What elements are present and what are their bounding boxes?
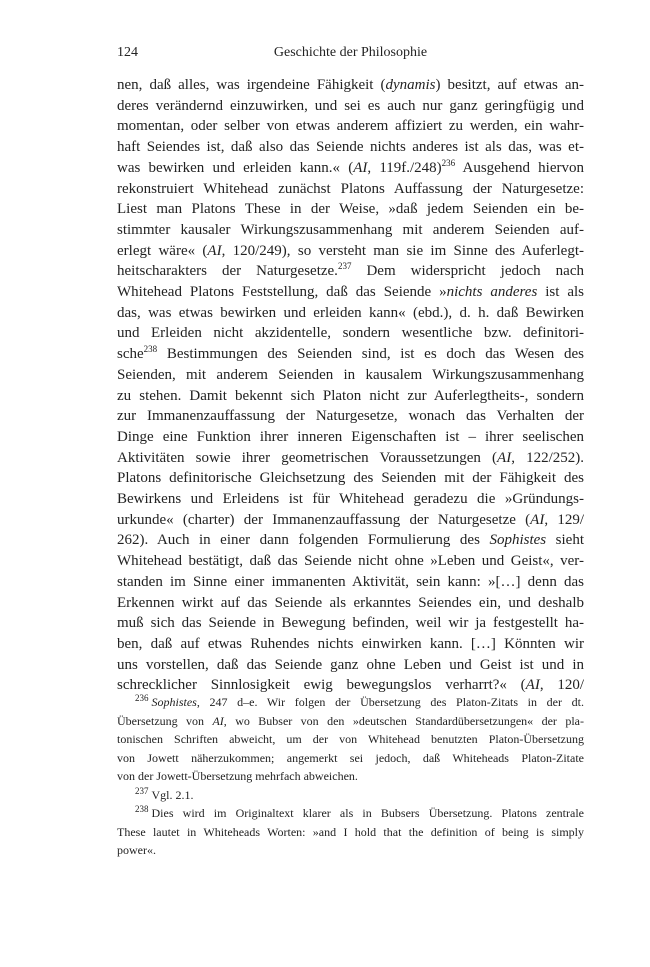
text-line: und Erleiden nicht akzidentelle, sondern wesentliche bzw. definitori- <box>117 325 584 342</box>
text-line: uns vorstellen, daß das Seiende ganz ohne Leben und Geist ist und in <box>117 656 584 673</box>
text-line: schrecklicher Sinnlosigkeit ewig bewegungslos verharrt?« (AI, 120/ <box>117 677 584 694</box>
footnote-number: 238 <box>135 804 149 814</box>
footnote-line: von Jowett näherzukommen; angemerkt sei jedoch, daß Whiteheads Platon-Zitate <box>117 750 584 765</box>
footnote-line: tonischen Schriften abweicht, um der von Whitehead benutzten Platon-Übersetzung <box>117 732 584 746</box>
footnote-number: 236 <box>135 693 149 703</box>
text-line: Seienden, mit anderem Seienden in kausalem Wirkungszusammenhang <box>117 366 584 383</box>
footnote-ref-236[interactable]: 236 <box>441 157 456 168</box>
text-line: Aktivitäten sowie ihrer geometrischen Voraussetzungen (AI, 122/252). <box>117 449 584 466</box>
text-line: Whitehead bestätigt, daß das Seiende nicht ohne »Leben und Geist«, ver- <box>117 553 584 570</box>
text-line: Bewirkens und Erleidens ist für Whitehead geradezu die »Gründungs- <box>117 491 584 508</box>
footnote-line: These lautet in Whiteheads Worten: »and I hold that the definition of being is simply <box>117 824 584 839</box>
text-line: ben, daß auf etwas Ruhendes nichts einwirken kann. […] Könnten wir <box>117 635 584 652</box>
text-line: Platons definitorische Gleichsetzung des Seienden mit der Fähigkeit des <box>117 470 584 487</box>
text-line: stimmter kausaler Wirkungszusammenhang mit anderem Seienden auf- <box>117 221 584 238</box>
body-text <box>117 75 584 696</box>
footnote-237 <box>117 786 584 805</box>
footnotes <box>117 693 584 860</box>
text-line: muß sich das Seiende in Bewegung befinden, weil wir ja festgestellt ha- <box>117 615 584 632</box>
text-line: urkunde« (charter) der Immanenzauffassung der Naturgesetze (AI, 129/ <box>117 511 585 528</box>
running-title: Geschichte der Philosophie <box>273 45 428 60</box>
footnote-line: power«. <box>117 843 156 857</box>
text-line: haft Seiendes ist, daß also das Seiende nichts anderes ist als das, was et- <box>117 139 584 156</box>
text-line: Whitehead Platons Feststellung, daß das Seiende »nichts anderes ist als <box>117 284 585 301</box>
text-line: das, was etwas bewirken und erleiden kann« (ebd.), d. h. daß Bewirken <box>117 304 584 321</box>
text-line: Dinge eine Funktion ihrer inneren Eigenschaften ist – ihrer seelischen <box>117 428 584 445</box>
footnote-line: $^{238}$ Dies wird im Originaltext klarer als in Bubsers Übersetzung. Platons zentrale <box>135 804 584 820</box>
footnote-line: von der Jowett-Übersetzung mehrfach abweichen. <box>117 769 358 783</box>
text-line: zu stehen. Damit bekennt sich Platon nicht zur Auferlegtheits-, sondern <box>117 387 584 404</box>
text-line: 262). Auch in einer dann folgenden Formulierung des Sophistes sieht <box>117 532 584 549</box>
footnote-line: $^{236}$ Sophistes, 247 d–e. Wir folgen der Übersetzung des Platon-Zitats in der dt. <box>135 693 584 709</box>
footnote-ref-238[interactable]: 238 <box>143 344 158 355</box>
text-line: erlegt wäre« (AI, 120/249), so versteht man sie im Sinne des Auferlegt- <box>117 242 584 259</box>
footnote-238 <box>117 804 584 860</box>
page-number: 124 <box>117 45 138 60</box>
text-line: rekonstruiert Whitehead zunächst Platons Auffassung der Naturgesetze: <box>117 180 584 197</box>
footnote-number: 237 <box>135 785 149 796</box>
text-line: sche$^{238}$ Bestimmungen des Seienden sind, ist es doch das Wesen des <box>117 344 584 363</box>
footnote-line: Übersetzung von AI, wo Bubser von den »deutschen Standardübersetzungen« der pla- <box>117 713 584 728</box>
text-line: heitscharakters der Naturgesetze.$^{237}$ Dem widerspricht jedoch nach <box>117 261 584 280</box>
text-line: Erkennen wirkt auf das Seiende als erkanntes Seiendes ein, und deshalb <box>117 594 584 611</box>
text-line: nen, daß alles, was irgendeine Fähigkeit (dynamis) besitzt, auf etwas an- <box>117 77 584 93</box>
footnote-236 <box>117 693 584 786</box>
text-line: Liest man Platons These in der Weise, »daß jedem Seienden ein be- <box>117 201 584 218</box>
text-line: momentan, oder selber von etwas anderem affiziert zu werden, ein wahr- <box>117 118 584 135</box>
footnote-line: $^{237}$ Vgl. 2.1. <box>135 785 194 802</box>
text-line: standen im Sinne einer immanenten Aktivität, sein kann: »[…] denn das <box>117 573 584 590</box>
page-header <box>117 45 584 65</box>
text-line: deres verändernd einzuwirken, und sei es auch nur ganz geringfügig und <box>117 97 584 114</box>
footnote-ref-237[interactable]: 237 <box>337 261 352 272</box>
text-line: was bewirken und erleiden kann.« (AI, 119f./248)$^{236}$ Ausgehend hiervon <box>117 157 584 176</box>
text-line: zur Immanenzauffassung der Naturgesetze, wonach das Verhalten der <box>117 408 584 425</box>
